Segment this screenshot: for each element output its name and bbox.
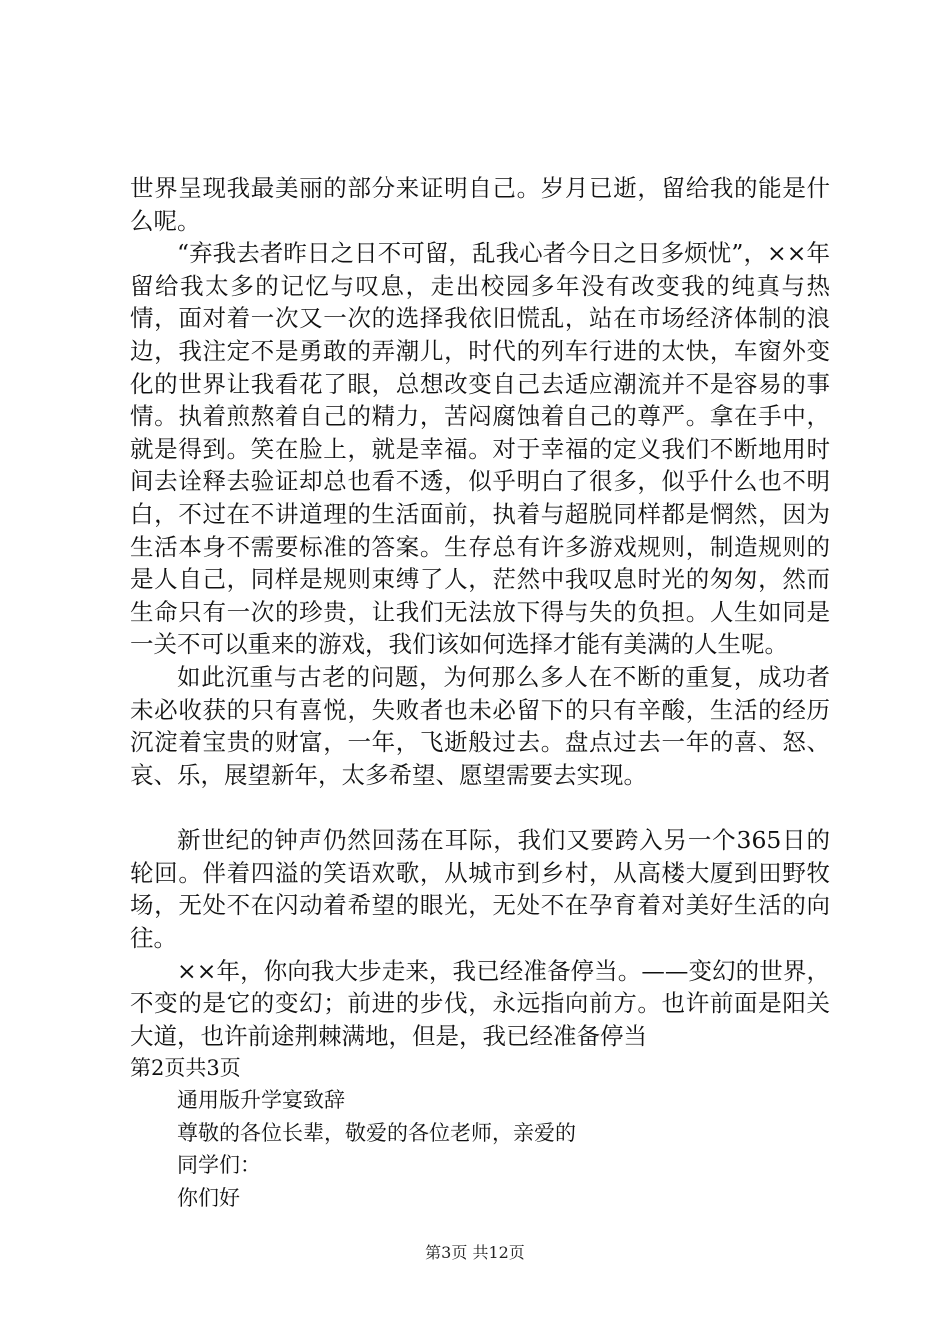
- page-footer: 第3页 共12页: [425, 1243, 525, 1262]
- salutation-line-2: 同学们：: [177, 1153, 261, 1178]
- paragraph-2: “弃我去者昨日之日不可留，乱我心者今日之日多烦忧”，××年留给我太多的记忆与叹息，走出校园多年没有改变我的纯真与热情，面对着一次又一次的选择我依旧慌乱，站在市场经济体制的浪边，我注定不是勇敢的弄潮儿，时代的列车行进的太快，车窗外变化的世界让我看花了眼，总想改变自己去适应潮流并不是容易的事情。执着煎熬着自己的精力，苦闷腐蚀着自己的尊严。拿在手中，就是得到。笑在脸上，就是幸福。对于幸福的定义我们不断地用时间去诠释去验证却总也看不透，似乎明白了很多，似乎什么也不明白，不过在不讲道理的生活面前，执着与超脱同样都是惘然，因为生活本身不需要标准的答案。生存总有许多游戏规则，制造规则的是人自己，同样是规则束缚了人，茫然中我叹息时光的匆匆，然而生命只有一次的珍贵，让我们无法放下得与失的负担。人生如同是一关不可以重来的游戏，我们该如何选择才能有美满的人生呢。: [130, 239, 830, 659]
- greeting-line: 你们好: [177, 1185, 240, 1210]
- paragraph-spacer: [130, 791, 830, 824]
- document-body: [130, 172, 830, 1214]
- inline-page-marker: 第2页共3页: [130, 1056, 241, 1081]
- paragraph-1: 世界呈现我最美丽的部分来证明自己。岁月已逝，留给我的能是什么呢。: [130, 174, 830, 235]
- paragraph-5: ××年，你向我大步走来，我已经准备停当。——变幻的世界，不变的是它的变幻；前进的步伐，永远指向前方。也许前面是阳关大道，也许前途荆棘满地，但是，我已经准备停当: [130, 956, 830, 1050]
- paragraph-3: 如此沉重与古老的问题，为何那么多人在不断的重复，成功者未必收获的只有喜悦，失败者也未必留下的只有辛酸，生活的经历沉淀着宝贵的财富，一年，飞逝般过去。盘点过去一年的喜、怒、哀、乐，展望新年，太多希望、愿望需要去实现。: [130, 662, 830, 789]
- speech-title: 通用版升学宴致辞: [177, 1088, 345, 1113]
- paragraph-4: 新世纪的钟声仍然回荡在耳际，我们又要跨入另一个365日的轮回。伴着四溢的笑语欢歌，从城市到乡村，从高楼大厦到田野牧场，无处不在闪动着希望的眼光，无处不在孕育着对美好生活的向往。: [130, 826, 830, 953]
- salutation-line-1: 尊敬的各位长辈，敬爱的各位老师，亲爱的: [177, 1120, 576, 1145]
